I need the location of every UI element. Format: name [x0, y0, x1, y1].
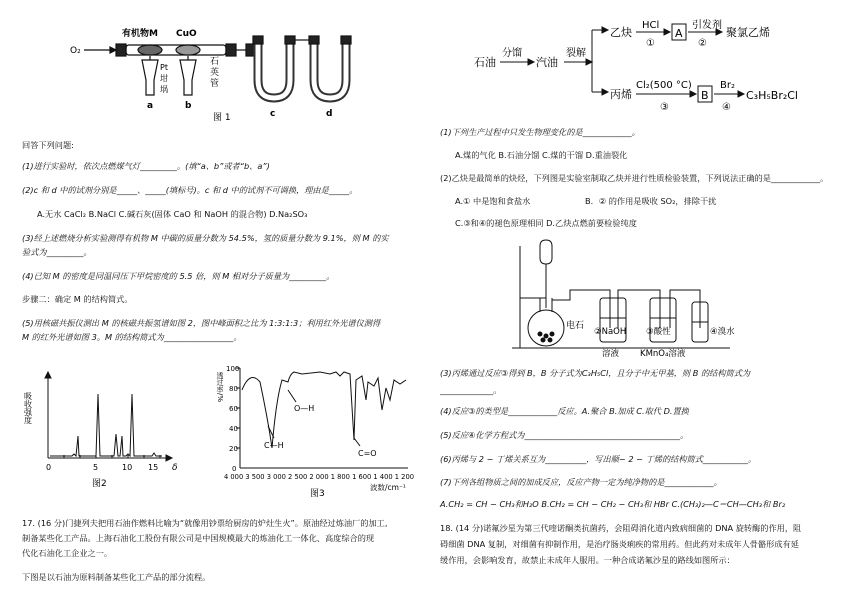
- svg-text:③: ③: [660, 102, 669, 113]
- question-3-line2: 验式为_________。: [22, 247, 92, 257]
- ir-xunit: 波数/cm⁻¹: [370, 483, 406, 492]
- r-question-7-options: A.CH₂ = CH − CH₃和H₂O B.CH₂ = CH − CH₂ − CH₃和 HBr C.(CH₃)₂—C＝CH—CH₃和 Br₂: [440, 499, 786, 509]
- question-5-line2: M 的红外光谱如图 3。M 的结构简式为_________________。: [22, 332, 242, 342]
- svg-text:60: 60: [229, 405, 238, 413]
- r-question-5: (5)反应④化学方程式为______________________________________。: [440, 430, 689, 440]
- svg-text:③酸性: ③酸性: [646, 327, 671, 337]
- co-label: C=O: [358, 449, 377, 458]
- svg-text:引发剂: 引发剂: [692, 20, 722, 31]
- pt-label: Pt: [160, 63, 168, 72]
- ch-label: C—H: [264, 441, 284, 450]
- svg-text:④溴水: ④溴水: [710, 327, 735, 337]
- calcium-carbide-label: 电石: [566, 321, 585, 331]
- question-4: (4)已知 M 的密度是同温同压下甲烷密度的 5.5 倍，则 M 相对分子质量为_________。: [22, 271, 335, 281]
- r-question-1-options: A.煤的气化 B.石油分馏 C.煤的干馏 D.重油裂化: [455, 150, 628, 160]
- organic-m-label: 有机物M: [122, 29, 158, 39]
- figure-1-apparatus: [70, 20, 370, 130]
- ir-xticks: 4 000 3 500 3 000 2 500 2 000 1 800 1 600 1 400 1 200: [224, 473, 414, 481]
- svg-text:Br₂: Br₂: [720, 80, 735, 91]
- svg-text:④: ④: [722, 102, 731, 113]
- nmr-ylabel: 吸收强度: [23, 392, 33, 424]
- svg-text:5: 5: [93, 463, 99, 472]
- svg-text:40: 40: [229, 425, 238, 433]
- svg-text:②NaOH: ②NaOH: [594, 327, 627, 337]
- question-3-line1: (3)经上述燃烧分析实验测得有机物 M 中碳的质量分数为 54.5%，氢的质量分数为 9.1%，则 M 的实: [22, 233, 389, 243]
- cuo-label: CuO: [176, 29, 197, 39]
- acetylene-apparatus: [510, 238, 760, 358]
- r-question-2-option-b: B．② 的作用是吸收 SO₂，排除干扰: [585, 196, 717, 206]
- figure-2-caption: 图2: [92, 479, 107, 489]
- figure-1-caption: 图 1: [213, 113, 231, 123]
- svg-text:英: 英: [210, 68, 220, 78]
- svg-text:坩: 坩: [160, 74, 168, 83]
- svg-text:b: b: [185, 101, 192, 111]
- box-a: A: [675, 27, 683, 40]
- svg-text:δ: δ: [172, 463, 178, 473]
- question-2: (2)c 和 d 中的试剂分别是_____、_____(填标号)。c 和 d 中的试剂不可调换，理由是_____。: [22, 185, 358, 195]
- figure-3-ir: [210, 360, 425, 500]
- svg-text:Cl₂(500 °C): Cl₂(500 °C): [636, 80, 692, 91]
- question-5-line1: (5)用核磁共振仪测出 M 的核磁共振氢谱如图 2，图中峰面积之比为 1:3:1:3；利用红外光谱仪测得: [22, 318, 381, 328]
- svg-text:15: 15: [148, 463, 159, 472]
- node-gasoline: 汽油: [536, 56, 558, 69]
- question-18-line1: 18. (14 分)诺氟沙星为第三代喹诺酮类抗菌药，会阻碍消化道内致病细菌的 DNA 旋转酶的作用，阻: [440, 523, 802, 533]
- svg-text:20: 20: [229, 445, 238, 453]
- svg-text:②: ②: [698, 38, 707, 49]
- svg-text:埚: 埚: [160, 85, 168, 94]
- question-2-options: A.无水 CaCl₂ B.NaCl C.碱石灰(固体 CaO 和 NaOH 的混合物) D.Na₂SO₃: [37, 209, 308, 219]
- svg-text:80: 80: [229, 385, 238, 393]
- node-oil: 石油: [474, 56, 496, 69]
- node-product: C₃H₅Br₂Cl: [746, 89, 798, 102]
- r-question-2-option-a: A.① 中是饱和食盐水: [455, 196, 531, 206]
- figure-3-caption: 图3: [310, 489, 325, 499]
- r-question-3-line1: (3)丙烯通过反应③得到 B，B 分子式为C₃H₅Cl，且分子中无甲基，则 B 的结构简式为: [440, 368, 751, 378]
- petroleum-flow-chart: [470, 18, 830, 118]
- r-question-1: (1)下列生产过程中只发生物理变化的是____________。: [440, 127, 640, 137]
- ir-ylabel: 透过率/%: [216, 372, 224, 403]
- svg-text:HCl: HCl: [642, 20, 660, 31]
- svg-text:0: 0: [46, 463, 52, 472]
- svg-text:c: c: [270, 109, 276, 119]
- r-question-3-line2: _____________。: [440, 385, 502, 395]
- r-question-7: (7)下列各组物质之间的加成反应，反应产物一定为纯净物的是____________。: [440, 477, 722, 487]
- question-17-line1: 17. (16 分)门捷列夫把用石油作燃料比喻为“就像用钞票给厨房的炉灶生火”。原油经过炼油厂的加工,: [22, 518, 388, 528]
- svg-text:d: d: [326, 109, 333, 119]
- box-b: B: [701, 89, 709, 102]
- question-17-line2: 制备某些化工产品。上海石油化工股份有限公司是中国规模最大的炼油化工一体化、高度综合的现: [22, 533, 375, 543]
- node-propene: 丙烯: [610, 88, 632, 101]
- answer-intro: 回答下列问题:: [22, 140, 74, 150]
- svg-text:KMnO₄溶液: KMnO₄溶液: [640, 349, 686, 358]
- quartz-label: 石: [210, 57, 220, 67]
- oh-label: O—H: [294, 404, 315, 413]
- question-18-line2: 碍细菌 DNA 复制，对细菌有抑制作用，是治疗肠炎痢疾的常用药。但此药对未成年人骨骼形成有延: [440, 539, 799, 549]
- step-2-heading: 步骤二：确定 M 的结构简式。: [22, 294, 133, 304]
- svg-text:10: 10: [122, 463, 133, 472]
- figure-2-nmr: [22, 370, 182, 490]
- question-1: (1)进行实验时，依次点燃煤气灯_________。(填“a、b”或者“b、a”): [22, 161, 270, 171]
- svg-text:a: a: [147, 101, 154, 111]
- r-question-2: (2)乙炔是最简单的炔烃，下列图是实验室制取乙炔并进行性质检验装置，下列说法正确的是____________。: [440, 173, 829, 183]
- node-pvc: 聚氯乙烯: [726, 26, 770, 39]
- r-question-6: (6)丙烯与 2 − 丁烯关系互为__________，写出顺− 2 − 丁烯的结构简式___________。: [440, 454, 757, 464]
- svg-text:0: 0: [232, 465, 237, 473]
- question-17-line3: 代化石油化工企业之一。: [22, 548, 113, 558]
- question-18-line3: 缓作用，会影响发育，故禁止未成年人服用。一种合成诺氟沙星的路线如图所示：: [440, 555, 735, 565]
- svg-text:裂解: 裂解: [566, 48, 586, 59]
- svg-text:管: 管: [210, 79, 220, 89]
- r-question-2-options-cd: C.③和④的褪色原理相同 D.乙炔点燃前要检验纯度: [455, 218, 637, 228]
- svg-text:①: ①: [646, 38, 655, 49]
- svg-text:溶液: 溶液: [602, 349, 620, 358]
- r-question-4: (4)反应③的类型是____________反应。A.聚合 B.加成 C.取代 D.置换: [440, 406, 689, 416]
- svg-text:分馏: 分馏: [502, 48, 522, 59]
- question-17-flow-intro: 下图是以石油为原料制备某些化工产品的部分流程。: [22, 572, 211, 582]
- svg-text:100: 100: [226, 365, 240, 373]
- node-acetylene: 乙炔: [610, 26, 632, 39]
- o2-label: O₂: [70, 46, 81, 56]
